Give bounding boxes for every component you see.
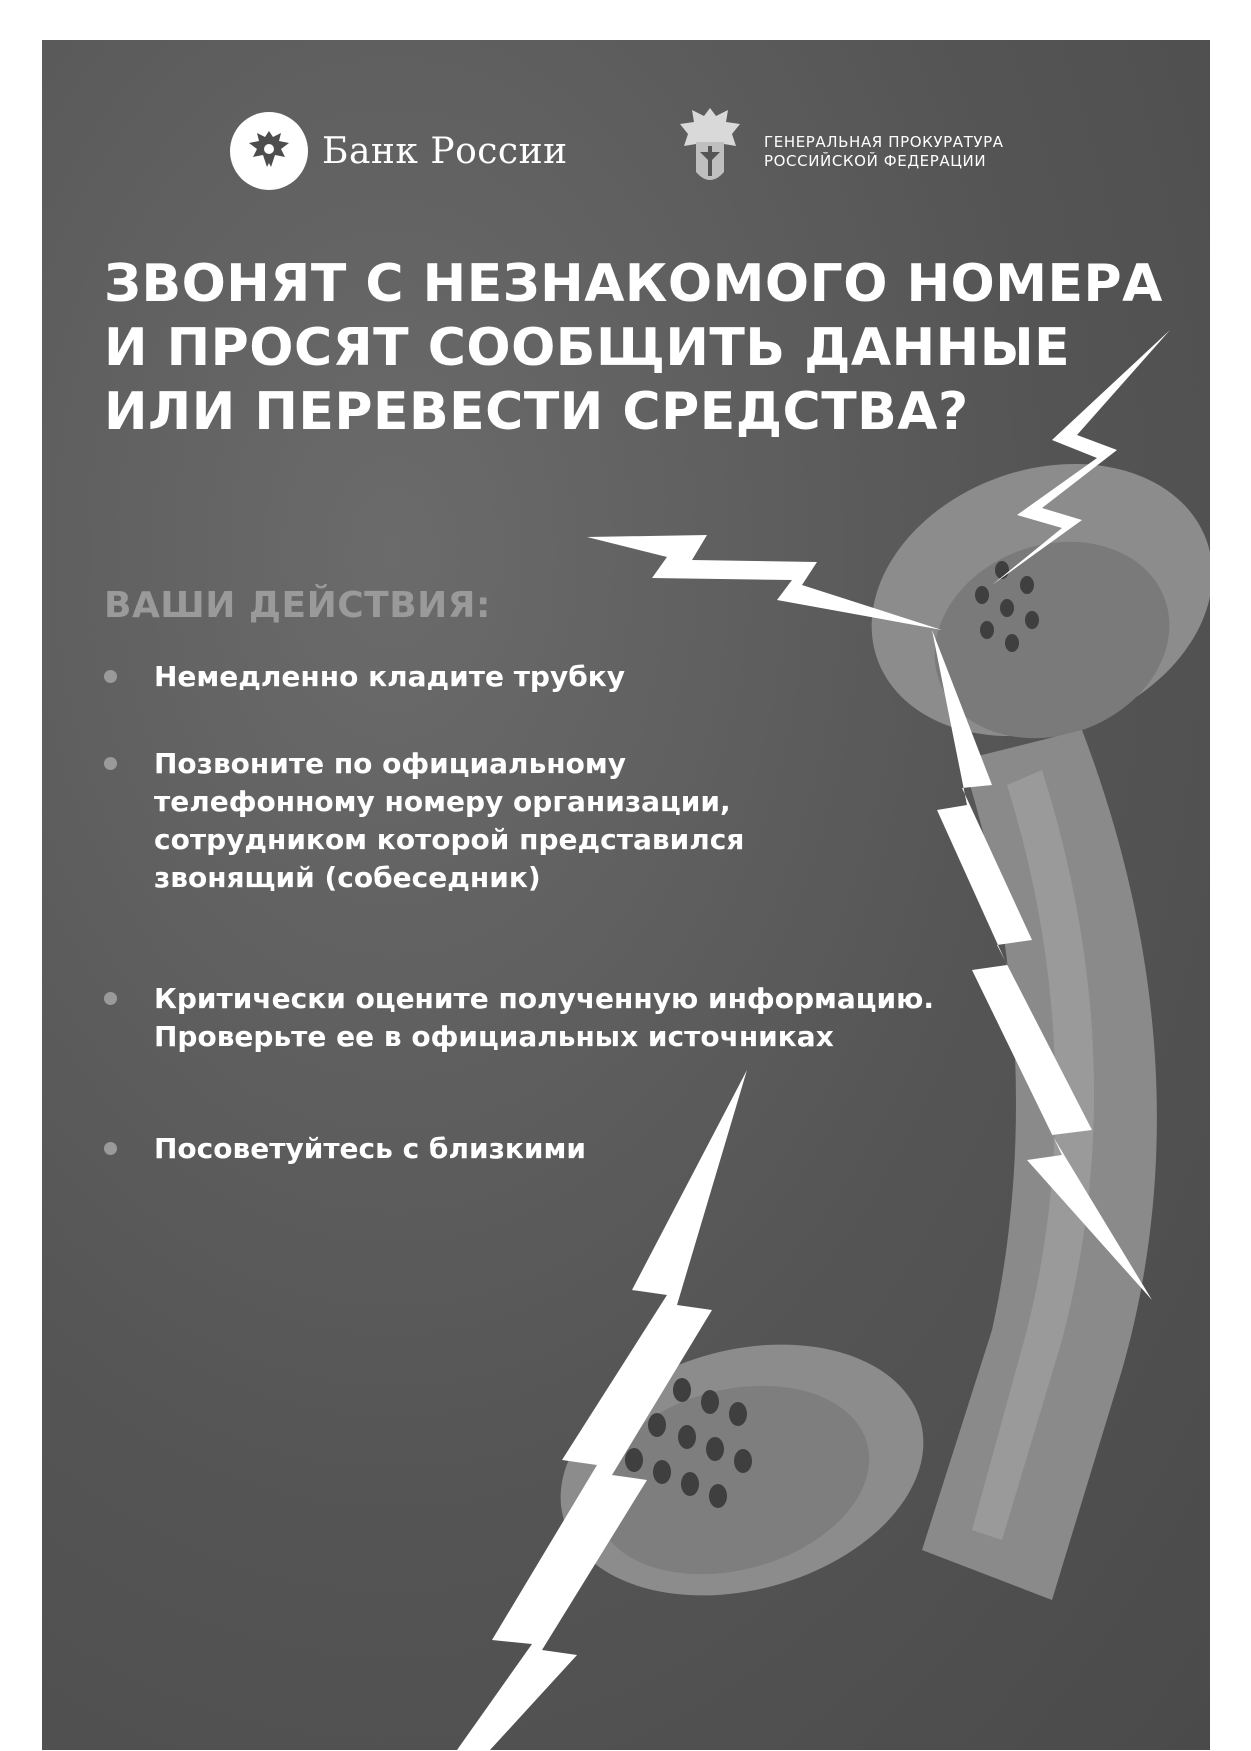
headline-line: ЗВОНЯТ С НЕЗНАКОМОГО НОМЕРА (104, 254, 1163, 314)
action-item (104, 980, 934, 1056)
actions-title: ВАШИ ДЕЙСТВИЯ: (104, 585, 491, 626)
bullet-icon (104, 1142, 117, 1155)
bullet-icon (104, 992, 117, 1005)
bullet-icon (104, 670, 117, 683)
prosecutor-name-line-2: РОССИЙСКОЙ ФЕДЕРАЦИИ (764, 152, 987, 170)
prosecutor-name-line-1: ГЕНЕРАЛЬНАЯ ПРОКУРАТУРА (764, 133, 1004, 151)
action-item (104, 658, 625, 696)
prosecutor-general-logo (670, 102, 1004, 202)
poster (42, 40, 1210, 1750)
prosecutor-emblem-icon (670, 102, 750, 202)
prosecutor-general-name (764, 133, 1004, 171)
action-item (104, 1130, 586, 1168)
bank-name: Банк России (322, 130, 568, 172)
action-text: Немедленно кладите трубку (154, 660, 626, 693)
action-text: Позвоните по официальному телефонному номеру организации, сотрудником которой представился звонящий (собеседник) (154, 747, 745, 894)
bullet-icon (104, 757, 117, 770)
headline-line: И ПРОСЯТ СООБЩИТЬ ДАННЫЕ (104, 318, 1071, 378)
double-headed-eagle-icon (230, 112, 308, 190)
headline-line: ИЛИ ПЕРЕВЕСТИ СРЕДСТВА? (104, 382, 969, 442)
action-text: Посоветуйтесь с близкими (154, 1132, 587, 1165)
bank-of-russia-logo (230, 112, 568, 190)
action-text: Критически оцените полученную информацию. Проверьте ее в официальных источниках (154, 982, 934, 1053)
headline (104, 252, 1204, 444)
action-item (104, 745, 744, 897)
